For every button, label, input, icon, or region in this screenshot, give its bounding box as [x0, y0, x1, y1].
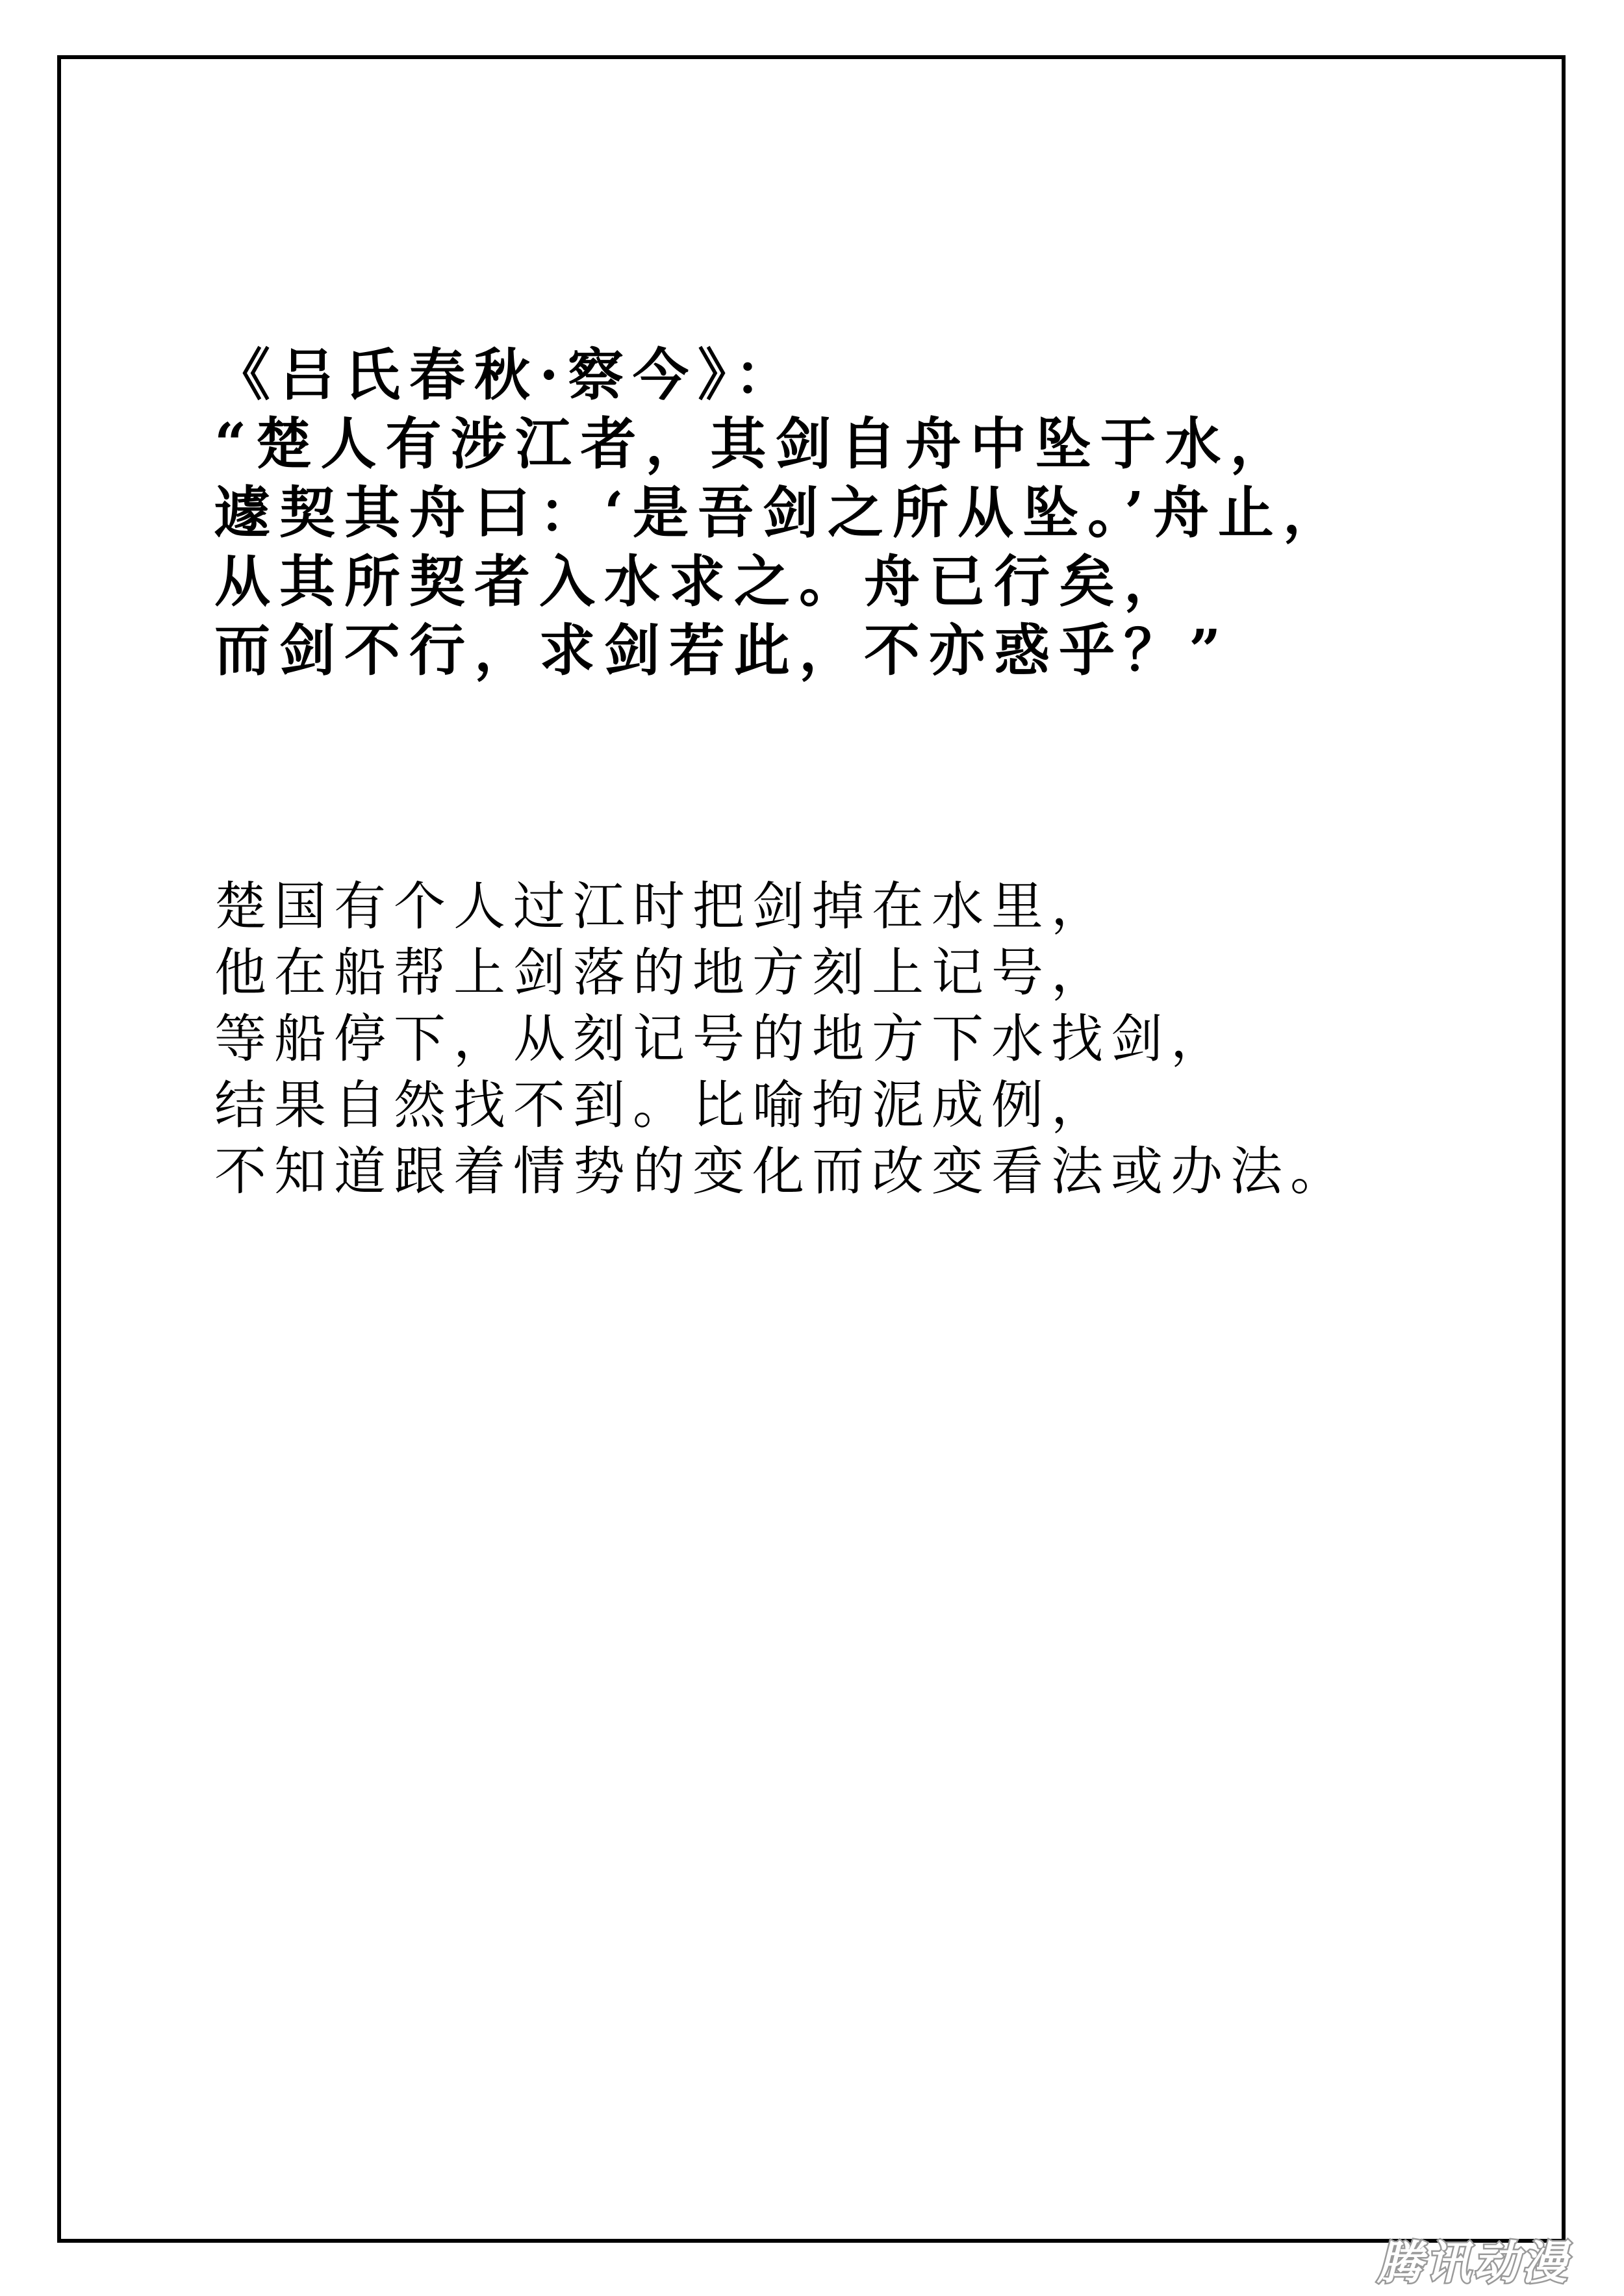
explanation-line: 不知道跟着情势的变化而改变看法或办法。 [214, 1141, 1350, 1202]
classical-quote [214, 341, 1449, 685]
quote-line: “楚人有涉江者，其剑自舟中坠于水， [214, 411, 1295, 477]
quote-source-title: 《吕氏春秋·察今》： [214, 342, 800, 408]
quote-line: 从其所契者入水求之。舟已行矣， [214, 549, 1189, 614]
quote-line: 遽契其舟曰：‘是吾剑之所从坠。’舟止， [214, 480, 1348, 546]
watermark-text: 腾讯动漫 [1377, 2236, 1569, 2290]
explanation-line: 他在船帮上剑落的地方刻上记号， [214, 942, 1111, 1003]
explanation-line: 楚国有个人过江时把剑掉在水里， [214, 876, 1111, 937]
explanation-line: 等船停下，从刻记号的地方下水找剑， [214, 1009, 1230, 1069]
quote-line: 而剑不行，求剑若此，不亦惑乎？” [214, 618, 1230, 683]
watermark-logo [1356, 2234, 1590, 2291]
explanation-line: 结果自然找不到。比喻拘泥成例， [214, 1075, 1111, 1135]
modern-explanation [214, 874, 1546, 1205]
